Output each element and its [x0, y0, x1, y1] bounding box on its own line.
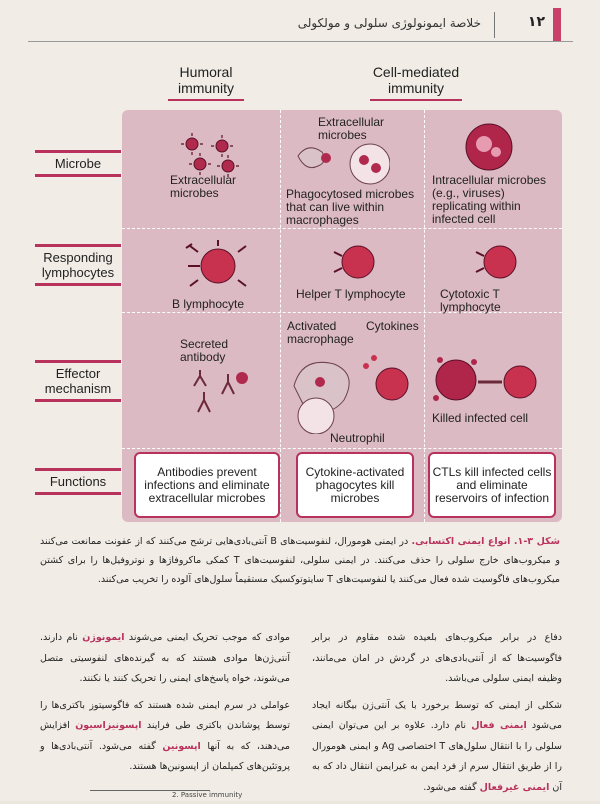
caption-cytotoxic-t: Cytotoxic T lymphocyte — [440, 287, 501, 314]
helper-t-illustration — [328, 236, 388, 288]
activated-macrophage-illustration — [290, 350, 426, 434]
b-lymphocyte-illustration — [178, 238, 258, 294]
term-opsonin: اپسونین — [162, 740, 201, 752]
function-box-helper: Cytokine-activated phagocytes kill microbes — [296, 452, 414, 518]
function-box-humoral: Antibodies prevent infections and eliminate extracellular microbes — [134, 452, 280, 518]
cytotoxic-t-illustration — [470, 236, 530, 288]
paragraph: دفاع در برابر میکروب‌های بلعیده شده مقاوم در برابر فاگوسیت‌ها که از آنتی‌بادی‌های در گردش در امان می‌مانند، وظیفه ایمنی سلولی می‌باشد. — [312, 632, 562, 684]
function-box-ctl: CTLs kill infected cells and eliminate reservoirs of infection — [428, 452, 556, 518]
term-immunogen: ایمونوژن — [82, 632, 125, 643]
caption-helper-t: Helper T lymphocyte — [296, 287, 406, 301]
caption-b-lymphocyte: B lymphocyte — [172, 297, 245, 311]
paragraph: شکلی از ایمنی که توسط برخورد با یک آنتی‌ژن بیگانه ایجاد می‌شود ایمنی فعال نام دارد. علاوه بر این می‌توان ایمنی سلولی را با انتقال سلول‌های T اختصاصی Ag و ایمنی هومورال را از طریق انتقال سرم از فرد ایمن به غیرایمن انتقال داد که به آن ایمنی غیرفعال گفته می‌شود. — [312, 699, 562, 793]
caption-activated-macrophage: Activated macrophage — [287, 319, 354, 346]
header-rule — [28, 41, 573, 42]
caption-intracellular-microbes: Intracellular microbes (e.g., viruses) replicating within infected cell — [432, 173, 547, 226]
caption-cytokines: Cytokines — [366, 319, 419, 333]
column-heading-cell-mediated: Cell-mediated immunity — [370, 64, 462, 101]
infected-cell-illustration — [462, 122, 516, 172]
caption-phagocytosed-microbes: Phagocytosed microbes that can live within macrophages — [286, 187, 415, 227]
caption-neutrophil: Neutrophil — [330, 431, 385, 445]
chapter-title: خلاصة ایمونولوژی سلولی و مولکولی — [297, 16, 481, 30]
caption-secreted-antibody: Secreted antibody — [180, 337, 229, 364]
term-passive-immunity: ایمنی غیرفعال — [479, 781, 550, 793]
row-label-microbe: Microbe — [35, 150, 121, 177]
row-label-effector-mechanism: Effector mechanism — [35, 360, 121, 402]
macrophage-engulfing-illustration — [290, 138, 390, 188]
caption-extracellular-microbes-cm: Extracellular microbes — [318, 115, 385, 142]
killed-infected-cell-illustration — [430, 354, 554, 410]
figure-caption-label: شکل ۳-۱. انواع ایمنی اکتسابی. — [411, 536, 560, 547]
term-active-immunity: ایمنی فعال — [471, 720, 527, 731]
footnote: 2. Passive immunity — [172, 791, 243, 799]
page-number: ۱۲ — [527, 14, 545, 30]
body-column-right — [312, 628, 562, 804]
body-column-left — [40, 628, 290, 784]
row-label-functions: Functions — [35, 468, 121, 495]
column-heading-humoral: Humoral immunity — [168, 64, 244, 101]
header-separator — [494, 12, 495, 38]
term-opsonization: اپسونیزاسیون — [75, 720, 142, 731]
figure-caption — [40, 532, 560, 589]
row-label-responding-lymphocytes: Responding lymphocytes — [35, 244, 121, 286]
secreted-antibody-illustration — [186, 364, 256, 422]
header-accent-bar — [553, 8, 561, 42]
caption-killed-infected-cell: Killed infected cell — [432, 411, 529, 425]
paragraph: موادی که موجب تحریک ایمنی می‌شوند ایمونوژن نام دارند. آنتی‌ژن‌ها موادی هستند که به گیرنده‌های لنفوسیتی متصل می‌شوند، خواه پاسخ‌های ایمنی را تحریک کنند یا نکنند. — [40, 632, 290, 684]
caption-extracellular-microbes-humoral: Extracellular microbes — [170, 173, 237, 200]
paragraph: عواملی در سرم ایمنی شده هستند که فاگوسیتوز باکتری‌ها را توسط پوشاندن باکتری طی فرایند اپسونیزاسیون افزایش می‌دهند، که به آنها اپسونین گفته می‌شود. آنتی‌بادی‌ها و پروتئین‌های کمپلمان از اپسونین‌ها هستند. — [40, 699, 290, 772]
page-header — [28, 8, 573, 42]
figure-caption-text: در ایمنی هومورال، لنفوسیت‌های B آنتی‌بادی‌هایی ترشح می‌کنند که از عفونت ممانعت می‌کنند و میکروب‌های خارج سلولی را حذف می‌کنند. در ایمنی سلولی، لنفوسیت‌های T کمکی ماکروفاژها و نوتروفیل‌ها را برای کشتن میکروب‌های فاگوسیت شده فعال می‌کنند یا لنفوسیت‌های T سایتوتوکسیک مستقیماً سلول‌های آلوده را تخریب می‌کنند. — [40, 536, 560, 585]
extracellular-microbes-illustration — [170, 132, 250, 178]
